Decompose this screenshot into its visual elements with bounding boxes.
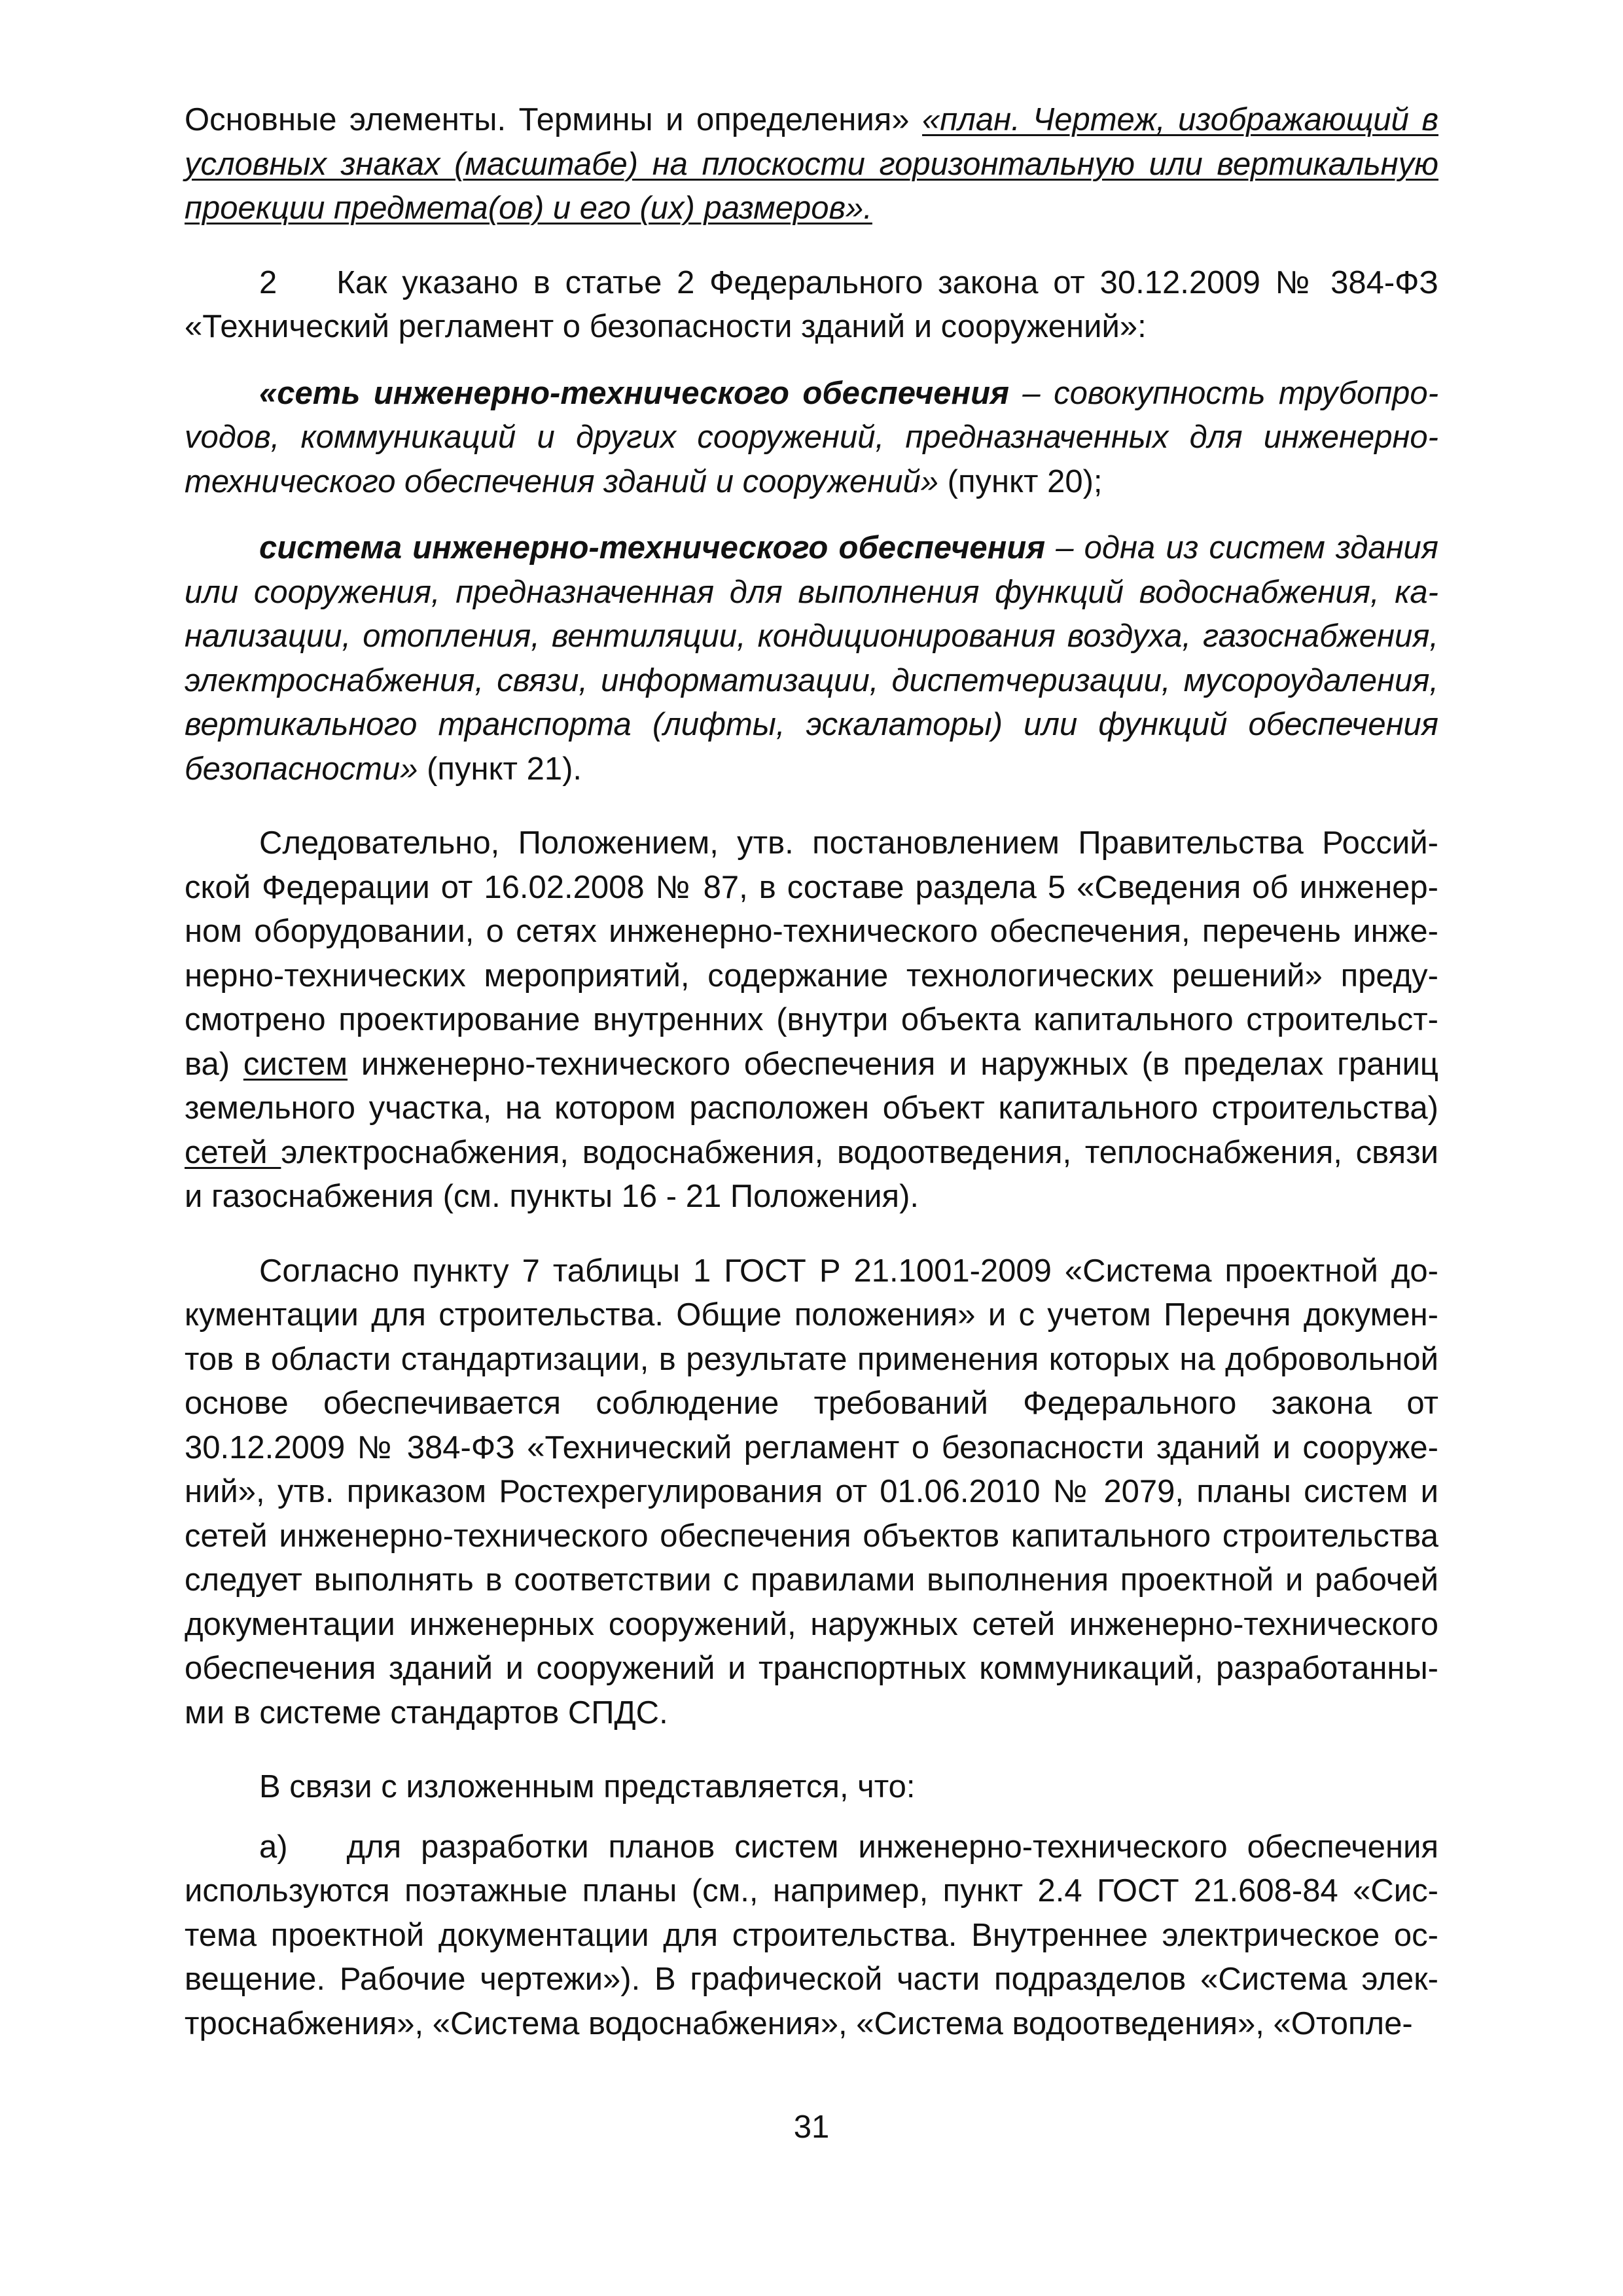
paragraph-gost-reference xyxy=(185,1249,1438,1736)
paragraph-system-definition xyxy=(185,526,1438,791)
paragraph-regulation-sections xyxy=(185,821,1438,1219)
system-term: система инженерно-технического обеспечения xyxy=(259,530,1046,565)
paragraph-federal-law-reference xyxy=(185,261,1438,350)
underlined-systems: систем xyxy=(243,1046,348,1082)
paragraph-conclusion-intro xyxy=(185,1765,1438,1810)
page-number: 31 xyxy=(793,2109,830,2145)
network-term: «сеть инженерно-технического обеспечения xyxy=(259,375,1009,411)
underlined-networks: сетей xyxy=(185,1134,281,1170)
system-definition: – одна из систем здания или сооружения, предназначенная для выполнения функций водоснабжения, канализации, отопления, вентиляции, кондиционирования воздуха, газоснабжения, электроснабжения, связи, информатизации, диспетчеризации, мусороудаления, вертикального транспорта (лифты, эскалаторы) или функций обеспечения безопасности» xyxy=(185,530,1438,787)
network-clause-ref: (пункт 20); xyxy=(938,463,1103,499)
paragraph-network-definition xyxy=(185,372,1438,505)
standard-reference-text: Основные элементы. Термины и определения» xyxy=(185,102,923,137)
gost-text: Согласно пункту 7 таблицы 1 ГОСТ Р 21.1001-2009 «Система проектной документации для строительства. Общие положения» и с учетом Перечня документов в области стандартизации, в результате применения которых на добровольной основе обеспечивается соблюдение требований Федерального закона от 30.12.2009 № 384-ФЗ «Технический регламент о безопасности зданий и сооружений», утв. приказом Ростехрегулирования от 01.06.2010 № 2079, планы систем и сетей инженерно-технического обеспечения объектов капитального строительства следует выполнять в соответствии с правилами выполнения проектной и рабочей документации инженерных сооружений, наружных сетей инженерно-технического обеспечения зданий и сооружений и транспортных коммуникаций, разработанными в системе стандартов СПДС. xyxy=(185,1253,1438,1731)
paragraph-plan-definition xyxy=(185,98,1438,231)
plan-definition-quote: «план. Чертеж, изображающий в условных знаках (масштабе) на плоскости горизонтальную или вертикальную проекции предмета(ов) и его (их) размеров». xyxy=(185,102,1439,226)
regulation-text-1: Следовательно, Положением, утв. постановлением Правительства Российской Федерации от 16.02.2008 № 87, в составе раздела 5 «Сведения об инженерном оборудовании, о сетях инженерно-технического обеспечения, перечень инженерно-технических мероприятий, содержание технологических решений» предусмотрено проектирование внутренних (внутри объекта капитального строительства) xyxy=(185,825,1438,1082)
regulation-text-3: электроснабжения, водоснабжения, водоотведения, теплоснабжения, связи и газоснабжения (см. пункты 16 - 21 Положения). xyxy=(185,1134,1438,1214)
item-a-text: а) для разработки планов систем инженерно-технического обеспечения используются поэтажные планы (см., например, пункт 2.4 ГОСТ 21.608-84 «Система проектной документации для строительства. Внутреннее электрическое освещение. Рабочие чертежи»). В графической части подразделов «Система электроснабжения», «Система водоснабжения», «Система водоотведения», «Отопле- xyxy=(185,1829,1438,2041)
page-body xyxy=(185,98,1438,2046)
federal-law-text: 2 Как указано в статье 2 Федерального закона от 30.12.2009 № 384-ФЗ «Технический регламент о безопасности зданий и сооружений»: xyxy=(185,264,1438,344)
system-clause-ref: (пункт 21). xyxy=(418,751,582,787)
paragraph-item-a xyxy=(185,1825,1438,2047)
conclusion-intro-text: В связи с изложенным представляется, что: xyxy=(259,1769,916,1804)
network-definition: – совокупность трубопроvодов, коммуникаций и других сооружений, предназначенных для инженерно-технического обеспечения зданий и сооружений» xyxy=(185,375,1439,499)
regulation-text-2: инженерно-технического обеспечения и наружных (в пределах границ земельного участка, на котором расположен объект капитального строительства) xyxy=(185,1046,1438,1126)
